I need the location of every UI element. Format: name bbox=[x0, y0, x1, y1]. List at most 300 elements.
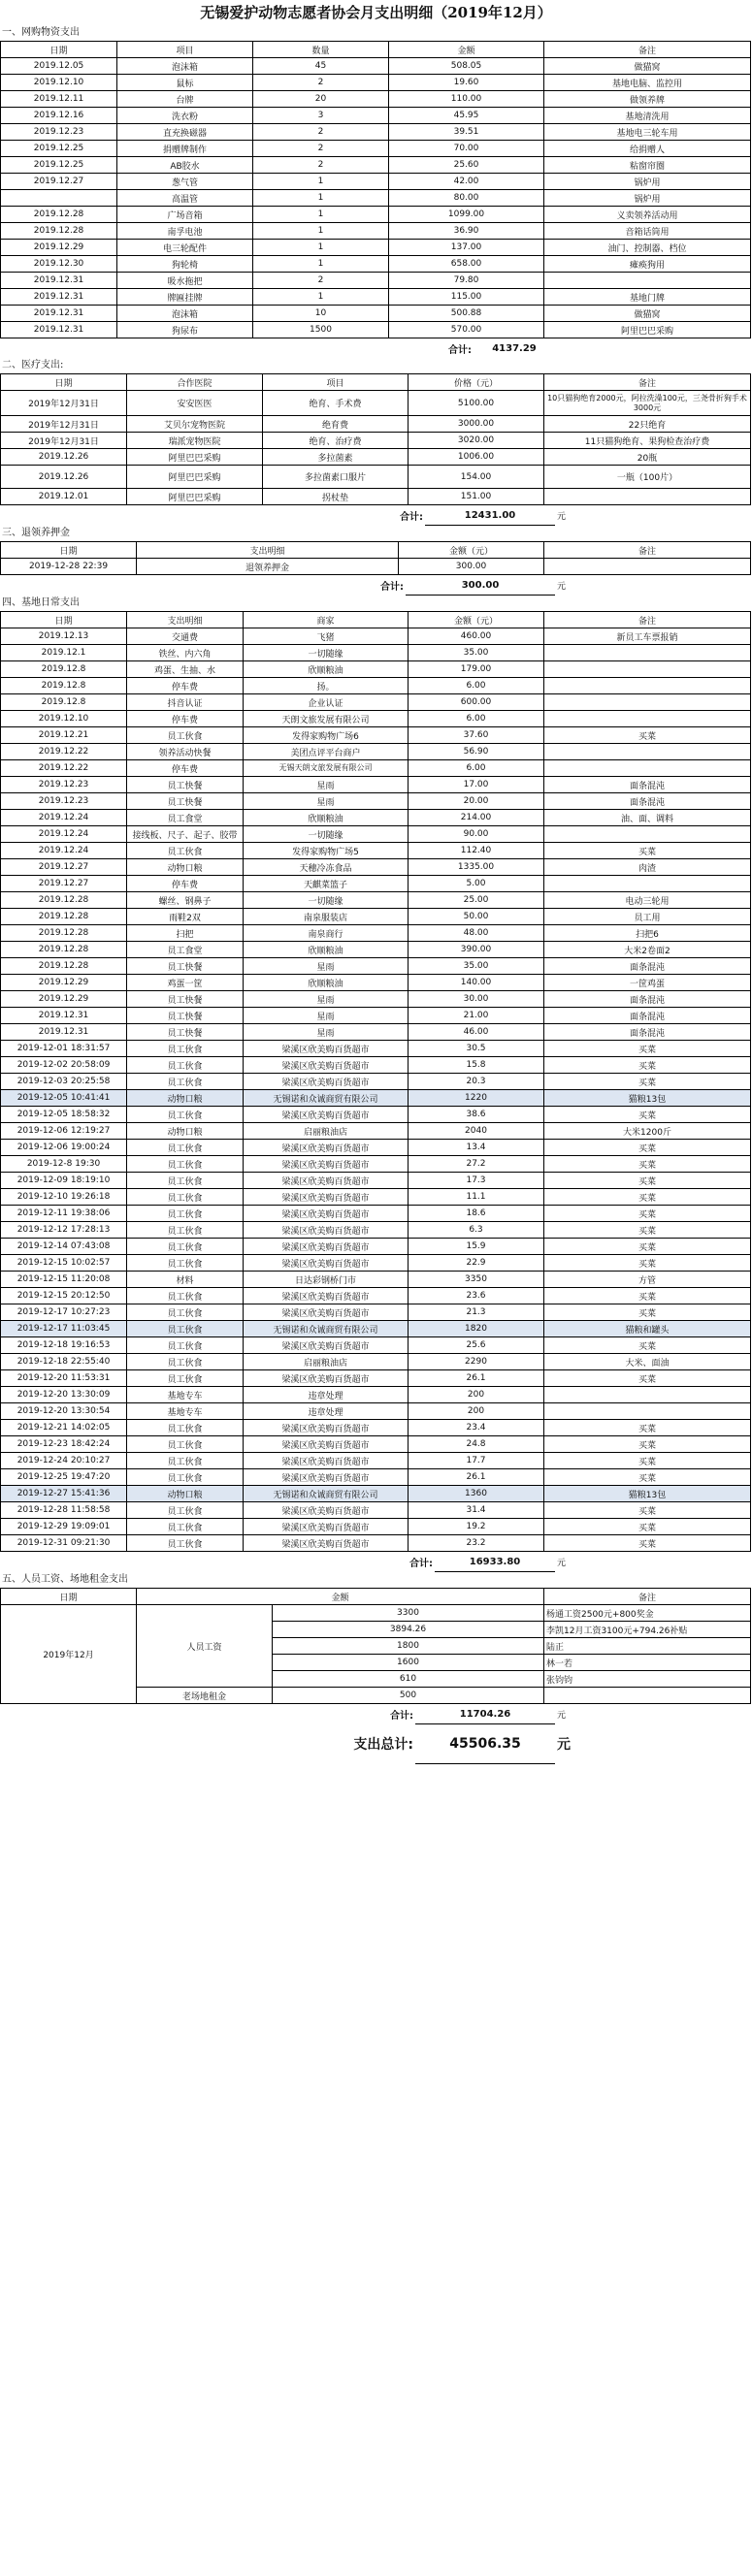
table-row bbox=[1, 141, 751, 157]
table-cell: 2 bbox=[253, 124, 389, 141]
table-cell: 2019.12.31 bbox=[1, 1008, 127, 1024]
table-cell: 3300 bbox=[273, 1605, 544, 1622]
table-row bbox=[1, 174, 751, 190]
table-row bbox=[1, 256, 751, 273]
table-cell: 数量 bbox=[253, 42, 389, 58]
table-cell: 员工伙食 bbox=[127, 843, 244, 859]
table-cell: 鸡蛋一筐 bbox=[127, 975, 244, 991]
table-row bbox=[1, 1008, 751, 1024]
table-cell: 1 bbox=[253, 289, 389, 306]
table-cell: 员工伙食 bbox=[127, 1041, 244, 1057]
table-cell: 2019.12.26 bbox=[1, 449, 127, 466]
table-cell: 45.95 bbox=[389, 108, 544, 124]
table-cell: 2019-12-21 14:02:05 bbox=[1, 1420, 127, 1436]
table-cell: 2019.12.8 bbox=[1, 694, 127, 711]
table-row bbox=[1, 559, 751, 575]
table-cell: 绝育费 bbox=[263, 416, 409, 433]
table-cell: 退领养押金 bbox=[137, 559, 399, 575]
table-cell: 杨通工资2500元+800奖金 bbox=[544, 1605, 751, 1622]
table-cell: 1600 bbox=[273, 1655, 544, 1671]
table-cell: 3 bbox=[253, 108, 389, 124]
table-cell: 梁溪区欣美购百货超市 bbox=[244, 1140, 409, 1156]
table-cell: 1 bbox=[253, 174, 389, 190]
table-cell: 梁溪区欣美购百货超市 bbox=[244, 1074, 409, 1090]
table-cell: 鼠标 bbox=[117, 75, 253, 91]
table-row bbox=[1, 108, 751, 124]
table-header-row bbox=[1, 542, 751, 559]
table-cell: 1 bbox=[253, 207, 389, 223]
table-cell: 20 bbox=[253, 91, 389, 108]
table-cell: 停车费 bbox=[127, 678, 244, 694]
table-cell: 17.00 bbox=[409, 777, 544, 793]
table-row bbox=[1, 1206, 751, 1222]
medical-total bbox=[0, 505, 750, 526]
table-cell: 音箱话筒用 bbox=[544, 223, 751, 240]
table-cell: 大米、面油 bbox=[544, 1354, 751, 1370]
table-cell: 22.9 bbox=[409, 1255, 544, 1272]
total-unit: 元 bbox=[557, 581, 567, 592]
table-row bbox=[1, 1337, 751, 1354]
table-cell: 员工伙食 bbox=[127, 1436, 244, 1453]
table-row bbox=[1, 892, 751, 909]
table-cell: 员工伙食 bbox=[127, 1354, 244, 1370]
table-cell: 45 bbox=[253, 58, 389, 75]
table-cell: 违章处理 bbox=[244, 1387, 409, 1403]
table-cell: 星雨 bbox=[244, 1024, 409, 1041]
total-label: 合计: bbox=[409, 1558, 433, 1569]
table-cell: 1 bbox=[253, 190, 389, 207]
table-cell: 锅炉用 bbox=[544, 174, 751, 190]
table-cell: 25.60 bbox=[389, 157, 544, 174]
table-cell: 金额（元） bbox=[399, 542, 544, 559]
total-label: 合计: bbox=[390, 1710, 413, 1722]
table-cell: 19.2 bbox=[409, 1519, 544, 1535]
table-cell: 2019.12.27 bbox=[1, 876, 127, 892]
table-cell: 2019.12.25 bbox=[1, 141, 117, 157]
table-cell: 员工伙食 bbox=[127, 1057, 244, 1074]
table-cell: 15.8 bbox=[409, 1057, 544, 1074]
table-cell: 商家 bbox=[244, 612, 409, 628]
table-cell: 2019.12.29 bbox=[1, 240, 117, 256]
table-header-row bbox=[1, 612, 751, 628]
table-cell: 扬。 bbox=[244, 678, 409, 694]
table-cell: 2019-12-25 19:47:20 bbox=[1, 1469, 127, 1486]
table-cell bbox=[544, 1688, 751, 1704]
table-row bbox=[1, 489, 751, 505]
table-row bbox=[1, 466, 751, 489]
table-cell: 1 bbox=[253, 223, 389, 240]
table-cell: 一瓶（100片） bbox=[544, 466, 751, 489]
table-cell: 员工伙食 bbox=[127, 1074, 244, 1090]
table-cell: 1500 bbox=[253, 322, 389, 338]
table-cell: 张钧钧 bbox=[544, 1671, 751, 1688]
table-row bbox=[1, 727, 751, 744]
table-cell: 一切随缘 bbox=[244, 892, 409, 909]
total-value: 11704.26 bbox=[415, 1704, 555, 1724]
table-cell: 5100.00 bbox=[409, 391, 544, 416]
table-cell: 2019.12.31 bbox=[1, 289, 117, 306]
table-cell: 2019.12.22 bbox=[1, 744, 127, 760]
table-cell: 面条混沌 bbox=[544, 793, 751, 810]
table-cell: 日期 bbox=[1, 374, 127, 391]
table-cell: 无锡诺和众诚商贸有限公司 bbox=[244, 1486, 409, 1502]
table-row bbox=[1, 1090, 751, 1107]
table-cell: 停车费 bbox=[127, 711, 244, 727]
table-cell bbox=[544, 826, 751, 843]
table-cell: 员工快餐 bbox=[127, 793, 244, 810]
table-cell: 接线板、尺子、起子、胶带 bbox=[127, 826, 244, 843]
table-cell: 200 bbox=[409, 1387, 544, 1403]
table-cell: 2019.12.28 bbox=[1, 892, 127, 909]
table-cell: 吸水拖把 bbox=[117, 273, 253, 289]
table-cell: 1800 bbox=[273, 1638, 544, 1655]
table-cell: 林一若 bbox=[544, 1655, 751, 1671]
table-row bbox=[1, 289, 751, 306]
table-cell: 泡沫箱 bbox=[117, 58, 253, 75]
table-cell: 员工伙食 bbox=[127, 1370, 244, 1387]
table-cell: 15.9 bbox=[409, 1239, 544, 1255]
table-cell: 企业认证 bbox=[244, 694, 409, 711]
table-row bbox=[1, 273, 751, 289]
table-cell: 26.1 bbox=[409, 1370, 544, 1387]
table-cell: 214.00 bbox=[409, 810, 544, 826]
table-cell: 2019.12.29 bbox=[1, 991, 127, 1008]
table-cell: 25.6 bbox=[409, 1337, 544, 1354]
table-cell: 日期 bbox=[1, 612, 127, 628]
table-cell: 买菜 bbox=[544, 1535, 751, 1552]
table-cell: 35.00 bbox=[409, 958, 544, 975]
table-cell: 项目 bbox=[263, 374, 409, 391]
table-cell: 20.3 bbox=[409, 1074, 544, 1090]
table-cell: 3000.00 bbox=[409, 416, 544, 433]
table-row bbox=[1, 1255, 751, 1272]
table-cell: 梁溪区欣美购百货超市 bbox=[244, 1337, 409, 1354]
table-cell: 2019-12-28 22:39 bbox=[1, 559, 137, 575]
table-cell: 2 bbox=[253, 75, 389, 91]
table-cell: 买菜 bbox=[544, 1074, 751, 1090]
table-cell: 支出明细 bbox=[127, 612, 244, 628]
table-cell: 买菜 bbox=[544, 1041, 751, 1057]
table-cell: 员工伙食 bbox=[127, 1304, 244, 1321]
table-cell: 停车费 bbox=[127, 876, 244, 892]
table-cell: 2019-12-29 19:09:01 bbox=[1, 1519, 127, 1535]
table-row bbox=[1, 1123, 751, 1140]
table-cell: 员工伙食 bbox=[127, 1288, 244, 1304]
table-cell: 买菜 bbox=[544, 1222, 751, 1239]
base-daily-total bbox=[0, 1552, 750, 1572]
table-cell: 2019-12-17 11:03:45 bbox=[1, 1321, 127, 1337]
table-row bbox=[1, 1074, 751, 1090]
total-value: 300.00 bbox=[406, 575, 555, 596]
table-cell: 2019.12.16 bbox=[1, 108, 117, 124]
table-row bbox=[1, 124, 751, 141]
table-cell: 2019.12.28 bbox=[1, 223, 117, 240]
table-cell: 2019-12-31 09:21:30 bbox=[1, 1535, 127, 1552]
table-cell: 无锡诺和众诚商贸有限公司 bbox=[244, 1321, 409, 1337]
table-cell: 2019.12.28 bbox=[1, 925, 127, 942]
table-cell: 面条混沌 bbox=[544, 1008, 751, 1024]
grand-total-value: 45506.35 bbox=[415, 1724, 555, 1763]
table-cell: 5.00 bbox=[409, 876, 544, 892]
table-row bbox=[1, 975, 751, 991]
table-cell: 2290 bbox=[409, 1354, 544, 1370]
table-cell: 员工伙食 bbox=[127, 1107, 244, 1123]
table-row bbox=[1, 826, 751, 843]
table-row bbox=[1, 223, 751, 240]
table-cell: 员工伙食 bbox=[127, 1156, 244, 1173]
table-row bbox=[1, 810, 751, 826]
table-cell: 支出明细 bbox=[137, 542, 399, 559]
table-cell: 基地电三轮车用 bbox=[544, 124, 751, 141]
report-title: 无锡爱护动物志愿者协会月支出明细（2019年12月） bbox=[200, 4, 552, 21]
table-cell: 570.00 bbox=[389, 322, 544, 338]
table-row bbox=[1, 1535, 751, 1552]
table-row bbox=[1, 1140, 751, 1156]
table-cell: 员工伙食 bbox=[127, 1502, 244, 1519]
table-cell: 2019.12.21 bbox=[1, 727, 127, 744]
table-cell: 2019.12.29 bbox=[1, 975, 127, 991]
table-cell: 79.80 bbox=[389, 273, 544, 289]
table-cell: 美团点评平台商户 bbox=[244, 744, 409, 760]
table-cell: 无锡天朗文旅发展有限公司 bbox=[244, 760, 409, 777]
table-cell: 飞猪 bbox=[244, 628, 409, 645]
table-row bbox=[1, 1420, 751, 1436]
table-row bbox=[1, 391, 751, 416]
table-cell: 2019.12.26 bbox=[1, 466, 127, 489]
table-cell: 肉渣 bbox=[544, 859, 751, 876]
table-cell: 500.88 bbox=[389, 306, 544, 322]
table-cell: 员工快餐 bbox=[127, 958, 244, 975]
table-cell: 启丽粮油店 bbox=[244, 1354, 409, 1370]
table-cell: 多拉菌素口服片 bbox=[263, 466, 409, 489]
table-cell: 买菜 bbox=[544, 1206, 751, 1222]
table-cell: 梁溪区欣美购百货超市 bbox=[244, 1519, 409, 1535]
table-cell: 员工伙食 bbox=[127, 1140, 244, 1156]
table-cell: 2019.12.31 bbox=[1, 322, 117, 338]
table-cell: 日期 bbox=[1, 1589, 137, 1605]
total-value: 16933.80 bbox=[435, 1552, 555, 1572]
table-cell: 梁溪区欣美购百货超市 bbox=[244, 1057, 409, 1074]
table-cell: 绝育、手术费 bbox=[263, 391, 409, 416]
table-row bbox=[1, 1354, 751, 1370]
table-cell: 鸡蛋、生抽、水 bbox=[127, 661, 244, 678]
table-cell: 给捐赠人 bbox=[544, 141, 751, 157]
table-cell: 启丽粮油店 bbox=[244, 1123, 409, 1140]
base-daily-table bbox=[0, 611, 751, 1552]
table-cell: 2019年12月31日 bbox=[1, 433, 127, 449]
table-cell: 2019.12.28 bbox=[1, 958, 127, 975]
table-row bbox=[1, 876, 751, 892]
table-row bbox=[1, 157, 751, 174]
table-cell: 面条混沌 bbox=[544, 1024, 751, 1041]
table-cell: 梁溪区欣美购百货超市 bbox=[244, 1107, 409, 1123]
table-cell: 备注 bbox=[544, 1589, 751, 1605]
table-cell: 2019年12月31日 bbox=[1, 416, 127, 433]
table-header-row bbox=[1, 1589, 751, 1605]
table-cell: 瑞派宠物医院 bbox=[127, 433, 263, 449]
table-cell: 电动三轮用 bbox=[544, 892, 751, 909]
table-cell: 2019-12-20 11:53:31 bbox=[1, 1370, 127, 1387]
table-cell: 买菜 bbox=[544, 1107, 751, 1123]
table-cell: 2019-12-01 18:31:57 bbox=[1, 1041, 127, 1057]
table-cell: 扫把 bbox=[127, 925, 244, 942]
table-cell: 星雨 bbox=[244, 777, 409, 793]
table-cell: 项目 bbox=[117, 42, 253, 58]
table-cell: 2019-12-17 10:27:23 bbox=[1, 1304, 127, 1321]
table-cell: 买菜 bbox=[544, 1288, 751, 1304]
table-cell: 2019-12-06 12:19:27 bbox=[1, 1123, 127, 1140]
table-cell: 151.00 bbox=[409, 489, 544, 505]
table-cell: 6.00 bbox=[409, 711, 544, 727]
table-cell: 2019-12-05 10:41:41 bbox=[1, 1090, 127, 1107]
table-cell: 2019.12.28 bbox=[1, 909, 127, 925]
table-cell: 买菜 bbox=[544, 1436, 751, 1453]
table-cell: 42.00 bbox=[389, 174, 544, 190]
table-cell: 面条混沌 bbox=[544, 991, 751, 1008]
table-cell: 37.60 bbox=[409, 727, 544, 744]
table-row bbox=[1, 1453, 751, 1469]
table-cell: 员工伙食 bbox=[127, 1321, 244, 1337]
table-row bbox=[1, 1403, 751, 1420]
table-cell: 买菜 bbox=[544, 1239, 751, 1255]
table-cell: 拐杖垫 bbox=[263, 489, 409, 505]
table-cell: 员工用 bbox=[544, 909, 751, 925]
table-cell: 3350 bbox=[409, 1272, 544, 1288]
table-row bbox=[1, 306, 751, 322]
table-cell: 30.00 bbox=[409, 991, 544, 1008]
table-cell: 瘫痪狗用 bbox=[544, 256, 751, 273]
table-cell: 买菜 bbox=[544, 1173, 751, 1189]
table-cell: 金额 bbox=[389, 42, 544, 58]
table-cell: 天穗冷冻食品 bbox=[244, 859, 409, 876]
table-cell: 梁溪区欣美购百货超市 bbox=[244, 1189, 409, 1206]
table-cell: 铁丝、内六角 bbox=[127, 645, 244, 661]
table-row bbox=[1, 958, 751, 975]
table-cell: 买菜 bbox=[544, 1304, 751, 1321]
total-value: 4137.29 bbox=[492, 342, 537, 354]
table-cell: 90.00 bbox=[409, 826, 544, 843]
table-cell: 动物口粮 bbox=[127, 1090, 244, 1107]
table-cell: 梁溪区欣美购百货超市 bbox=[244, 1288, 409, 1304]
table-cell: 46.00 bbox=[409, 1024, 544, 1041]
table-cell: 2019年12月 bbox=[1, 1605, 137, 1704]
table-cell bbox=[544, 645, 751, 661]
table-row bbox=[1, 1173, 751, 1189]
table-cell: 梁溪区欣美购百货超市 bbox=[244, 1255, 409, 1272]
table-cell: 2019.12.22 bbox=[1, 760, 127, 777]
wages-rent-total bbox=[0, 1704, 750, 1724]
table-row bbox=[1, 240, 751, 256]
table-cell: 18.6 bbox=[409, 1206, 544, 1222]
table-cell: 南泉商行 bbox=[244, 925, 409, 942]
total-label: 合计: bbox=[448, 344, 472, 356]
total-label: 合计: bbox=[400, 511, 423, 523]
table-cell: 梁溪区欣美购百货超市 bbox=[244, 1222, 409, 1239]
table-cell: 买菜 bbox=[544, 1519, 751, 1535]
table-row bbox=[1, 1107, 751, 1123]
table-cell: 员工伙食 bbox=[127, 1222, 244, 1239]
medical-table bbox=[0, 373, 751, 505]
table-cell: 买菜 bbox=[544, 1140, 751, 1156]
table-row bbox=[1, 1057, 751, 1074]
table-cell: 猫粮和罐头 bbox=[544, 1321, 751, 1337]
table-cell: 2019.12.28 bbox=[1, 942, 127, 958]
table-cell: 48.00 bbox=[409, 925, 544, 942]
table-cell: 35.00 bbox=[409, 645, 544, 661]
table-cell: 做猫窝 bbox=[544, 306, 751, 322]
table-cell: 星雨 bbox=[244, 991, 409, 1008]
table-cell: 日期 bbox=[1, 42, 117, 58]
table-cell: 电三轮配件 bbox=[117, 240, 253, 256]
table-cell: 1220 bbox=[409, 1090, 544, 1107]
table-row bbox=[1, 694, 751, 711]
table-cell: 基地清洗用 bbox=[544, 108, 751, 124]
grand-total-label: 支出总计: bbox=[353, 1737, 413, 1753]
table-cell: 110.00 bbox=[389, 91, 544, 108]
table-cell: 2019.12.28 bbox=[1, 207, 117, 223]
table-cell: 员工伙食 bbox=[127, 1535, 244, 1552]
table-cell: 价格（元） bbox=[409, 374, 544, 391]
table-cell: 安安医医 bbox=[127, 391, 263, 416]
table-cell: 2019-12-03 20:25:58 bbox=[1, 1074, 127, 1090]
table-row bbox=[1, 1519, 751, 1535]
table-cell: 买菜 bbox=[544, 1156, 751, 1173]
table-cell: 26.1 bbox=[409, 1469, 544, 1486]
table-cell: 直充换磁器 bbox=[117, 124, 253, 141]
table-row bbox=[1, 1605, 751, 1622]
table-cell bbox=[1, 190, 117, 207]
table-cell: 欣顺粮油 bbox=[244, 810, 409, 826]
table-cell: 39.51 bbox=[389, 124, 544, 141]
table-cell: 油门、控制器、档位 bbox=[544, 240, 751, 256]
table-cell: 2019-12-18 22:55:40 bbox=[1, 1354, 127, 1370]
table-cell: 2019.12.01 bbox=[1, 489, 127, 505]
table-row bbox=[1, 1469, 751, 1486]
table-cell: 2 bbox=[253, 157, 389, 174]
table-cell: 2019-12-05 18:58:32 bbox=[1, 1107, 127, 1123]
table-cell: 2019.12.05 bbox=[1, 58, 117, 75]
table-cell: 员工伙食 bbox=[127, 1206, 244, 1222]
table-cell: 508.05 bbox=[389, 58, 544, 75]
table-cell: 2019-12-24 20:10:27 bbox=[1, 1453, 127, 1469]
table-cell: 南泉服装店 bbox=[244, 909, 409, 925]
table-cell: 1335.00 bbox=[409, 859, 544, 876]
table-cell: 基地电脑、监控用 bbox=[544, 75, 751, 91]
table-cell: 2019.12.24 bbox=[1, 826, 127, 843]
table-cell: 一切随缘 bbox=[244, 645, 409, 661]
table-cell: 2019.12.10 bbox=[1, 711, 127, 727]
table-cell: 人员工资 bbox=[137, 1605, 273, 1688]
table-cell: 粘窗帘圈 bbox=[544, 157, 751, 174]
table-cell: 300.00 bbox=[399, 559, 544, 575]
table-cell: 阿里巴巴采购 bbox=[544, 322, 751, 338]
table-cell: 20.00 bbox=[409, 793, 544, 810]
section-base-daily-title: 四、基地日常支出 bbox=[2, 597, 80, 608]
table-cell: 违章处理 bbox=[244, 1403, 409, 1420]
table-cell: 员工快餐 bbox=[127, 1008, 244, 1024]
table-cell: 2040 bbox=[409, 1123, 544, 1140]
table-cell bbox=[544, 273, 751, 289]
table-cell: 梁溪区欣美购百货超市 bbox=[244, 1173, 409, 1189]
section-deposit-refund-title: 三、退领养押金 bbox=[2, 528, 70, 538]
table-cell bbox=[544, 760, 751, 777]
table-cell: 179.00 bbox=[409, 661, 544, 678]
table-cell: 南孚电池 bbox=[117, 223, 253, 240]
table-cell: 雨鞋2双 bbox=[127, 909, 244, 925]
table-cell: 13.4 bbox=[409, 1140, 544, 1156]
table-cell: 日达彩钢桥门市 bbox=[244, 1272, 409, 1288]
table-row bbox=[1, 678, 751, 694]
